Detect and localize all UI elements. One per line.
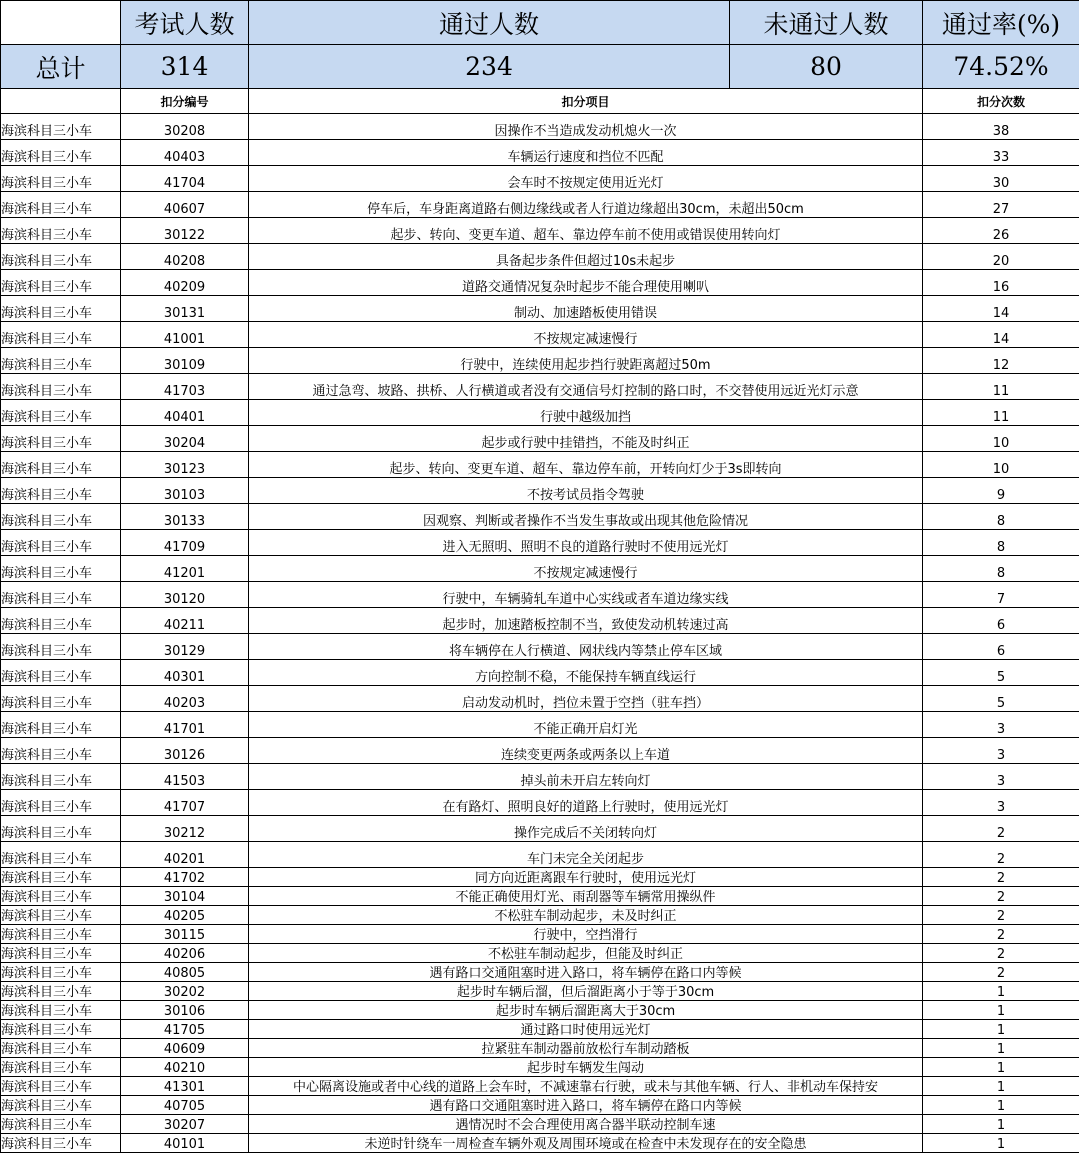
school-cell: 海滨科目三小车	[1, 963, 121, 982]
school-cell: 海滨科目三小车	[1, 556, 121, 582]
item-cell: 进入无照明、照明不良的道路行驶时不使用远光灯	[249, 530, 923, 556]
item-cell: 遇有路口交通阻塞时进入路口，将车辆停在路口内等候	[249, 963, 923, 982]
code-cell: 41702	[121, 868, 249, 887]
code-cell: 30104	[121, 887, 249, 906]
item-cell: 起步时车辆发生闯动	[249, 1058, 923, 1077]
times-cell: 33	[923, 140, 1079, 166]
item-cell: 车辆运行速度和挡位不匹配	[249, 140, 923, 166]
code-cell: 41301	[121, 1077, 249, 1096]
code-cell: 41709	[121, 530, 249, 556]
table-row	[1, 1096, 1079, 1115]
item-cell: 停车后，车身距离道路右侧边缘线或者人行道边缘超出30cm，未超出50cm	[249, 192, 923, 218]
school-cell: 海滨科目三小车	[1, 868, 121, 887]
times-cell: 2	[923, 944, 1079, 963]
total-label: 总计	[1, 45, 121, 89]
item-cell: 遇情况时不会合理使用离合器半联动控制车速	[249, 1115, 923, 1134]
code-cell: 40607	[121, 192, 249, 218]
item-cell: 行驶中，车辆骑轧车道中心实线或者车道边缘实线	[249, 582, 923, 608]
summary-header-row	[1, 1, 1079, 45]
table-row	[1, 982, 1079, 1001]
times-cell: 5	[923, 660, 1079, 686]
item-cell: 会车时不按规定使用近光灯	[249, 166, 923, 192]
times-cell: 8	[923, 530, 1079, 556]
table-row	[1, 426, 1079, 452]
table-row	[1, 530, 1079, 556]
code-cell: 40401	[121, 400, 249, 426]
item-cell: 因观察、判断或者操作不当发生事故或出现其他危险情况	[249, 504, 923, 530]
times-cell: 2	[923, 842, 1079, 868]
school-cell: 海滨科目三小车	[1, 790, 121, 816]
item-cell: 操作完成后不关闭转向灯	[249, 816, 923, 842]
item-cell: 不能正确使用灯光、雨刮器等车辆常用操纵件	[249, 887, 923, 906]
school-cell: 海滨科目三小车	[1, 982, 121, 1001]
school-cell: 海滨科目三小车	[1, 166, 121, 192]
school-cell: 海滨科目三小车	[1, 764, 121, 790]
school-column-header	[1, 89, 121, 114]
item-cell: 不能正确开启灯光	[249, 712, 923, 738]
code-cell: 40206	[121, 944, 249, 963]
times-cell: 1	[923, 1058, 1079, 1077]
times-cell: 3	[923, 712, 1079, 738]
item-cell: 方向控制不稳，不能保持车辆直线运行	[249, 660, 923, 686]
school-cell: 海滨科目三小车	[1, 738, 121, 764]
code-cell: 30204	[121, 426, 249, 452]
school-cell: 海滨科目三小车	[1, 1077, 121, 1096]
pass-count-header: 通过人数	[249, 1, 730, 45]
code-cell: 40210	[121, 1058, 249, 1077]
school-cell: 海滨科目三小车	[1, 192, 121, 218]
times-cell: 30	[923, 166, 1079, 192]
school-cell: 海滨科目三小车	[1, 906, 121, 925]
item-cell: 不按考试员指令驾驶	[249, 478, 923, 504]
item-cell: 不松驻车制动起步，但能及时纠正	[249, 944, 923, 963]
school-cell: 海滨科目三小车	[1, 944, 121, 963]
pass-rate-header: 通过率(%)	[923, 1, 1079, 45]
code-cell: 30109	[121, 348, 249, 374]
times-cell: 2	[923, 906, 1079, 925]
table-row	[1, 192, 1079, 218]
code-cell: 40403	[121, 140, 249, 166]
code-cell: 40203	[121, 686, 249, 712]
times-cell: 1	[923, 1039, 1079, 1058]
school-cell: 海滨科目三小车	[1, 1058, 121, 1077]
times-cell: 6	[923, 608, 1079, 634]
item-cell: 未逆时针绕车一周检查车辆外观及周围环境或在检查中未发现存在的安全隐患	[249, 1134, 923, 1153]
table-row	[1, 270, 1079, 296]
pass-rate-value: 74.52%	[923, 45, 1079, 89]
school-cell: 海滨科目三小车	[1, 1134, 121, 1153]
school-cell: 海滨科目三小车	[1, 114, 121, 140]
school-cell: 海滨科目三小车	[1, 686, 121, 712]
times-cell: 1	[923, 1096, 1079, 1115]
detail-header-row	[1, 89, 1079, 114]
times-cell: 11	[923, 400, 1079, 426]
school-cell: 海滨科目三小车	[1, 322, 121, 348]
code-cell: 30103	[121, 478, 249, 504]
school-cell: 海滨科目三小车	[1, 374, 121, 400]
table-row	[1, 842, 1079, 868]
code-cell: 30131	[121, 296, 249, 322]
school-cell: 海滨科目三小车	[1, 270, 121, 296]
table-row	[1, 887, 1079, 906]
code-cell: 40208	[121, 244, 249, 270]
code-cell: 41001	[121, 322, 249, 348]
table-row	[1, 218, 1079, 244]
code-cell: 30106	[121, 1001, 249, 1020]
item-cell: 起步或行驶中挂错挡，不能及时纠正	[249, 426, 923, 452]
school-cell: 海滨科目三小车	[1, 1115, 121, 1134]
school-cell: 海滨科目三小车	[1, 244, 121, 270]
times-cell: 3	[923, 738, 1079, 764]
times-cell: 10	[923, 452, 1079, 478]
item-cell: 不按规定减速慢行	[249, 556, 923, 582]
table-row	[1, 738, 1079, 764]
times-cell: 3	[923, 790, 1079, 816]
table-row	[1, 504, 1079, 530]
item-cell: 连续变更两条或两条以上车道	[249, 738, 923, 764]
table-row	[1, 816, 1079, 842]
code-cell: 41201	[121, 556, 249, 582]
times-column-header: 扣分次数	[923, 89, 1079, 114]
table-row	[1, 244, 1079, 270]
times-cell: 2	[923, 963, 1079, 982]
school-cell: 海滨科目三小车	[1, 925, 121, 944]
table-row	[1, 906, 1079, 925]
code-cell: 30202	[121, 982, 249, 1001]
table-row	[1, 686, 1079, 712]
school-cell: 海滨科目三小车	[1, 1001, 121, 1020]
fail-count-header: 未通过人数	[730, 1, 923, 45]
times-cell: 10	[923, 426, 1079, 452]
item-cell: 起步时车辆后溜，但后溜距离小于等于30cm	[249, 982, 923, 1001]
table-row	[1, 556, 1079, 582]
code-cell: 40705	[121, 1096, 249, 1115]
table-row	[1, 478, 1079, 504]
times-cell: 1	[923, 1115, 1079, 1134]
times-cell: 1	[923, 982, 1079, 1001]
item-cell: 拉紧驻车制动器前放松行车制动踏板	[249, 1039, 923, 1058]
times-cell: 5	[923, 686, 1079, 712]
times-cell: 1	[923, 1134, 1079, 1153]
detail-header-section	[1, 89, 1079, 114]
item-cell: 启动发动机时，挡位未置于空挡（驻车挡）	[249, 686, 923, 712]
item-cell: 行驶中，连续使用起步挡行驶距离超过50m	[249, 348, 923, 374]
school-cell: 海滨科目三小车	[1, 842, 121, 868]
table-row	[1, 944, 1079, 963]
item-cell: 不按规定减速慢行	[249, 322, 923, 348]
item-cell: 起步时车辆后溜距离大于30cm	[249, 1001, 923, 1020]
school-cell: 海滨科目三小车	[1, 608, 121, 634]
times-cell: 14	[923, 296, 1079, 322]
table-row	[1, 452, 1079, 478]
code-cell: 40805	[121, 963, 249, 982]
item-cell: 通过路口时使用远光灯	[249, 1020, 923, 1039]
item-column-header: 扣分项目	[249, 89, 923, 114]
table-row	[1, 925, 1079, 944]
table-row	[1, 348, 1079, 374]
code-cell: 30208	[121, 114, 249, 140]
table-row	[1, 114, 1079, 140]
code-cell: 30126	[121, 738, 249, 764]
school-cell: 海滨科目三小车	[1, 1096, 121, 1115]
table-row	[1, 1020, 1079, 1039]
table-row	[1, 963, 1079, 982]
item-cell: 掉头前未开启左转向灯	[249, 764, 923, 790]
code-cell: 40209	[121, 270, 249, 296]
school-cell: 海滨科目三小车	[1, 348, 121, 374]
item-cell: 通过急弯、坡路、拱桥、人行横道或者没有交通信号灯控制的路口时，不交替使用远近光灯示意	[249, 374, 923, 400]
code-cell: 30212	[121, 816, 249, 842]
table-row	[1, 868, 1079, 887]
fail-count-value: 80	[730, 45, 923, 89]
school-cell: 海滨科目三小车	[1, 530, 121, 556]
times-cell: 8	[923, 556, 1079, 582]
table-row	[1, 1134, 1079, 1153]
pass-count-value: 234	[249, 45, 730, 89]
school-cell: 海滨科目三小车	[1, 634, 121, 660]
table-row	[1, 322, 1079, 348]
table-row	[1, 374, 1079, 400]
code-cell: 40101	[121, 1134, 249, 1153]
item-cell: 起步、转向、变更车道、超车、靠边停车前不使用或错误使用转向灯	[249, 218, 923, 244]
school-cell: 海滨科目三小车	[1, 504, 121, 530]
school-cell: 海滨科目三小车	[1, 140, 121, 166]
item-cell: 行驶中，空挡滑行	[249, 925, 923, 944]
exam-count-header: 考试人数	[121, 1, 249, 45]
times-cell: 11	[923, 374, 1079, 400]
table-row	[1, 634, 1079, 660]
item-cell: 中心隔离设施或者中心线的道路上会车时，不减速靠右行驶，或未与其他车辆、行人、非机动车保持安	[249, 1077, 923, 1096]
item-cell: 道路交通情况复杂时起步不能合理使用喇叭	[249, 270, 923, 296]
times-cell: 14	[923, 322, 1079, 348]
times-cell: 16	[923, 270, 1079, 296]
summary-section	[1, 1, 1079, 89]
table-row	[1, 790, 1079, 816]
code-cell: 41707	[121, 790, 249, 816]
school-cell: 海滨科目三小车	[1, 887, 121, 906]
school-cell: 海滨科目三小车	[1, 1020, 121, 1039]
school-cell: 海滨科目三小车	[1, 452, 121, 478]
item-cell: 因操作不当造成发动机熄火一次	[249, 114, 923, 140]
table-row	[1, 166, 1079, 192]
table-row	[1, 400, 1079, 426]
item-cell: 车门未完全关闭起步	[249, 842, 923, 868]
code-cell: 30129	[121, 634, 249, 660]
item-cell: 行驶中越级加挡	[249, 400, 923, 426]
school-cell: 海滨科目三小车	[1, 426, 121, 452]
code-cell: 40201	[121, 842, 249, 868]
code-cell: 41704	[121, 166, 249, 192]
school-cell: 海滨科目三小车	[1, 1039, 121, 1058]
code-cell: 40609	[121, 1039, 249, 1058]
table-row	[1, 1077, 1079, 1096]
code-cell: 40211	[121, 608, 249, 634]
times-cell: 2	[923, 925, 1079, 944]
code-cell: 30120	[121, 582, 249, 608]
item-cell: 将车辆停在人行横道、网状线内等禁止停车区域	[249, 634, 923, 660]
item-cell: 起步、转向、变更车道、超车、靠边停车前，开转向灯少于3s即转向	[249, 452, 923, 478]
detail-rows	[1, 114, 1079, 1153]
exam-count-value: 314	[121, 45, 249, 89]
table-row	[1, 608, 1079, 634]
times-cell: 6	[923, 634, 1079, 660]
table-row	[1, 1001, 1079, 1020]
code-cell: 41503	[121, 764, 249, 790]
school-cell: 海滨科目三小车	[1, 218, 121, 244]
table-row	[1, 140, 1079, 166]
times-cell: 3	[923, 764, 1079, 790]
table-row	[1, 660, 1079, 686]
item-cell: 在有路灯、照明良好的道路上行驶时，使用远光灯	[249, 790, 923, 816]
table-row	[1, 296, 1079, 322]
item-cell: 具备起步条件但超过10s未起步	[249, 244, 923, 270]
item-cell: 不松驻车制动起步，未及时纠正	[249, 906, 923, 925]
code-cell: 30123	[121, 452, 249, 478]
code-cell: 30207	[121, 1115, 249, 1134]
times-cell: 2	[923, 868, 1079, 887]
school-cell: 海滨科目三小车	[1, 712, 121, 738]
code-cell: 30122	[121, 218, 249, 244]
times-cell: 2	[923, 816, 1079, 842]
times-cell: 8	[923, 504, 1079, 530]
table-row	[1, 1115, 1079, 1134]
times-cell: 26	[923, 218, 1079, 244]
item-cell: 遇有路口交通阻塞时进入路口，将车辆停在路口内等候	[249, 1096, 923, 1115]
times-cell: 20	[923, 244, 1079, 270]
table-row	[1, 582, 1079, 608]
summary-corner-cell	[1, 1, 121, 45]
item-cell: 起步时，加速踏板控制不当，致使发动机转速过高	[249, 608, 923, 634]
summary-total-row	[1, 45, 1079, 89]
school-cell: 海滨科目三小车	[1, 582, 121, 608]
code-cell: 41705	[121, 1020, 249, 1039]
times-cell: 7	[923, 582, 1079, 608]
times-cell: 1	[923, 1001, 1079, 1020]
code-cell: 41703	[121, 374, 249, 400]
code-cell: 30133	[121, 504, 249, 530]
table-row	[1, 1039, 1079, 1058]
school-cell: 海滨科目三小车	[1, 816, 121, 842]
table-row	[1, 1058, 1079, 1077]
times-cell: 2	[923, 887, 1079, 906]
code-column-header: 扣分编号	[121, 89, 249, 114]
table-row	[1, 764, 1079, 790]
school-cell: 海滨科目三小车	[1, 660, 121, 686]
item-cell: 制动、加速踏板使用错误	[249, 296, 923, 322]
times-cell: 1	[923, 1077, 1079, 1096]
times-cell: 27	[923, 192, 1079, 218]
times-cell: 12	[923, 348, 1079, 374]
times-cell: 38	[923, 114, 1079, 140]
times-cell: 1	[923, 1020, 1079, 1039]
code-cell: 41701	[121, 712, 249, 738]
item-cell: 同方向近距离跟车行驶时，使用远光灯	[249, 868, 923, 887]
code-cell: 30115	[121, 925, 249, 944]
school-cell: 海滨科目三小车	[1, 478, 121, 504]
school-cell: 海滨科目三小车	[1, 296, 121, 322]
code-cell: 40205	[121, 906, 249, 925]
table-row	[1, 712, 1079, 738]
school-cell: 海滨科目三小车	[1, 400, 121, 426]
code-cell: 40301	[121, 660, 249, 686]
times-cell: 9	[923, 478, 1079, 504]
